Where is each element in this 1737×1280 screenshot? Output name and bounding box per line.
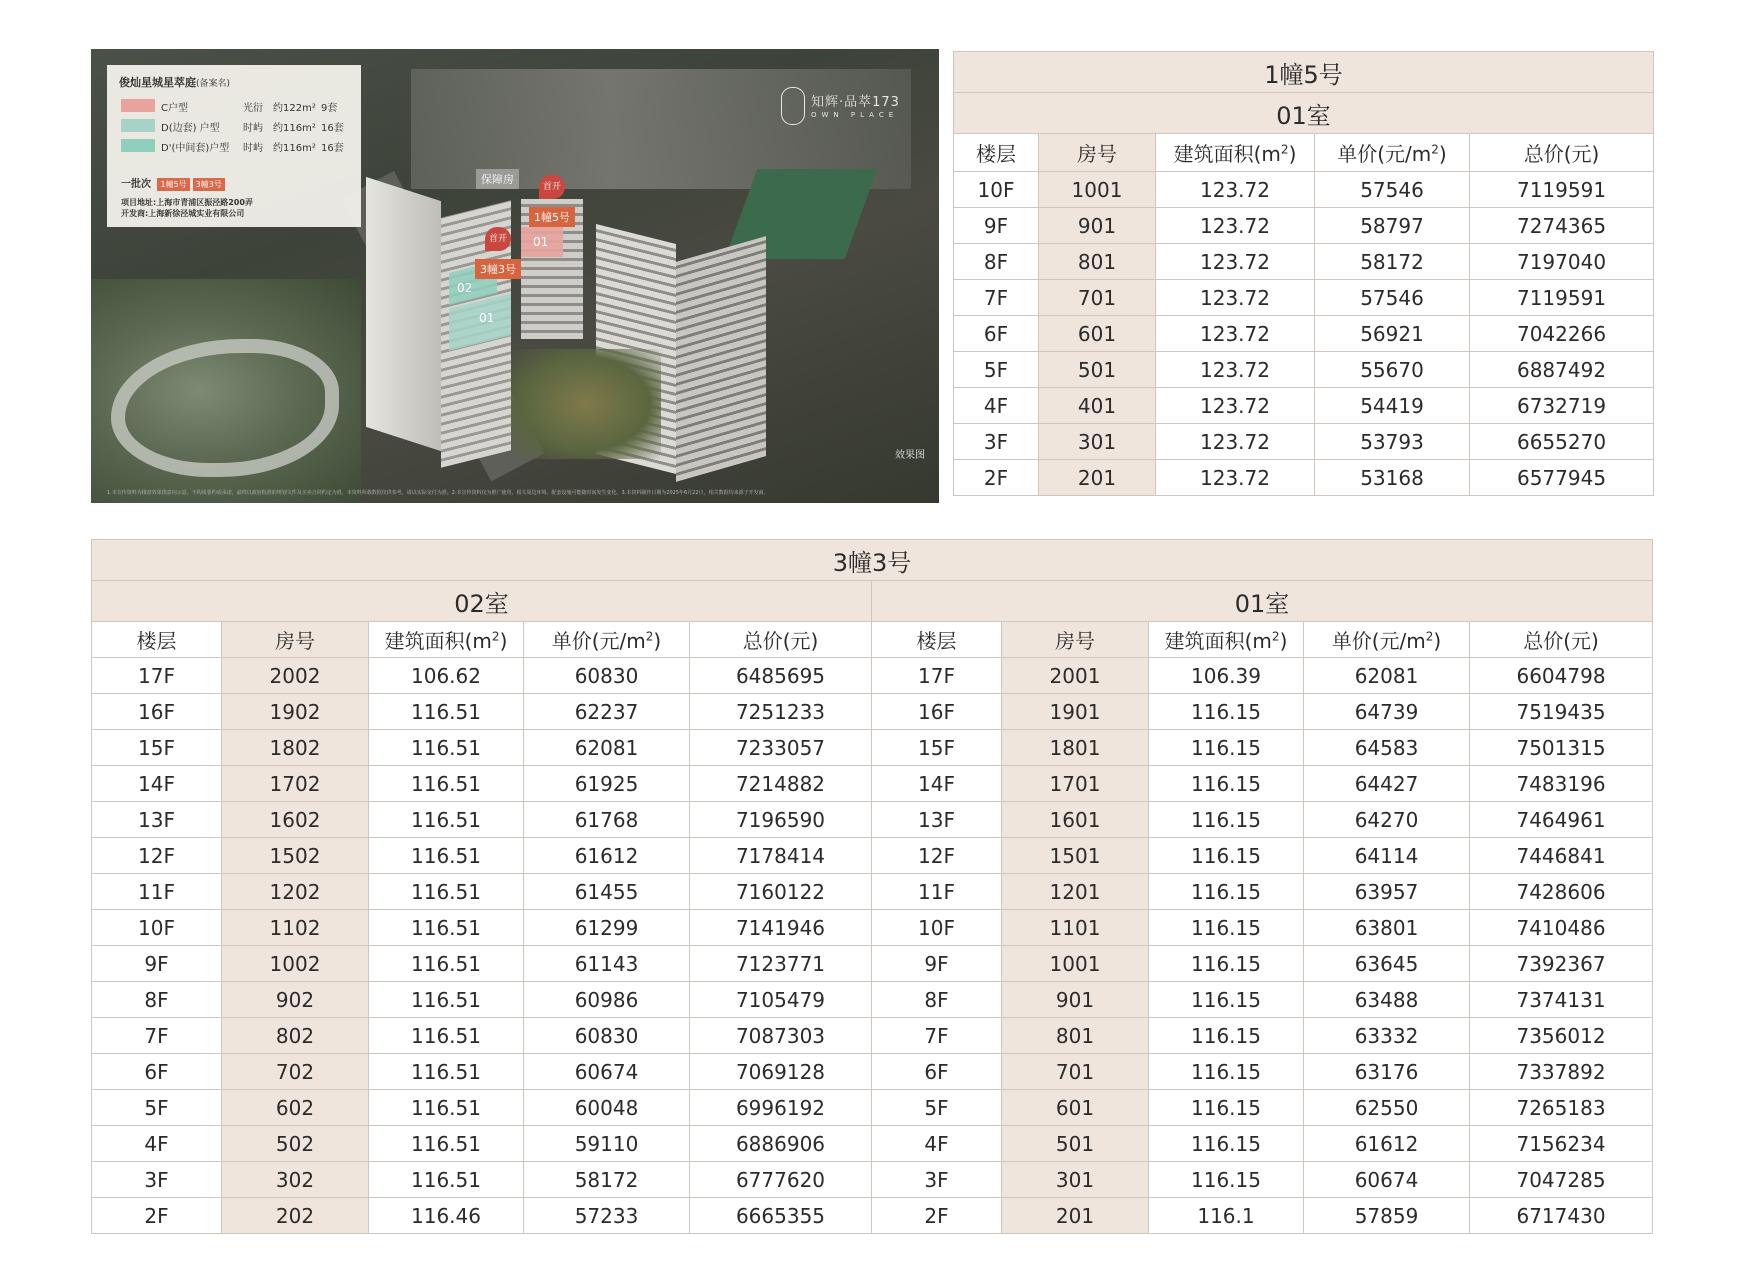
table-cell: 7087303 [690, 1018, 872, 1054]
table-cell: 7356012 [1470, 1018, 1653, 1054]
building-title: 1幢5号 [954, 52, 1654, 93]
table-cell: 5F [92, 1090, 222, 1126]
table-cell: 7105479 [690, 982, 872, 1018]
table-cell: 7123771 [690, 946, 872, 982]
table-row [92, 694, 1653, 730]
legend-row-c: C户型 光衍 约122m² 9套 [121, 97, 353, 113]
table-cell: 11F [872, 874, 1002, 910]
table-cell: 123.72 [1156, 352, 1315, 388]
table-cell: 63957 [1304, 874, 1470, 910]
table-cell: 6732719 [1470, 388, 1654, 424]
table-cell: 1101 [1002, 910, 1149, 946]
table-row [954, 244, 1654, 280]
table-cell: 902 [222, 982, 369, 1018]
col-floor: 楼层 [92, 622, 222, 658]
table-cell: 116.15 [1149, 694, 1304, 730]
table-cell: 7274365 [1470, 208, 1654, 244]
table-cell: 7F [954, 280, 1039, 316]
table-row [92, 1018, 1653, 1054]
table-cell: 61299 [524, 910, 690, 946]
table-cell: 6485695 [690, 658, 872, 694]
table-cell: 6F [92, 1054, 222, 1090]
table-cell: 9F [954, 208, 1039, 244]
legend-card [107, 65, 361, 227]
building-title: 3幢3号 [92, 540, 1653, 581]
table-cell: 601 [1039, 316, 1156, 352]
col-area: 建筑面积$(m^2)$ [1156, 134, 1315, 172]
table-cell: 2F [92, 1198, 222, 1234]
table-cell: 6655270 [1470, 424, 1654, 460]
table-cell: 1702 [222, 766, 369, 802]
brand-logo [781, 87, 921, 127]
table-cell: 7501315 [1470, 730, 1653, 766]
table-cell: 2F [954, 460, 1039, 496]
price-table-building-3 [91, 539, 1653, 1234]
table-cell: 12F [92, 838, 222, 874]
price-table-building-5 [953, 51, 1654, 496]
table-cell: 7160122 [690, 874, 872, 910]
table-cell: 64270 [1304, 802, 1470, 838]
table-cell: 106.62 [369, 658, 524, 694]
table-cell: 116.51 [369, 1162, 524, 1198]
table-row [954, 460, 1654, 496]
table-row [92, 982, 1653, 1018]
table-cell: 62550 [1304, 1090, 1470, 1126]
table-cell: 63332 [1304, 1018, 1470, 1054]
table-cell: 7446841 [1470, 838, 1653, 874]
table-cell: 59110 [524, 1126, 690, 1162]
table-cell: 4F [92, 1126, 222, 1162]
table-cell: 53793 [1315, 424, 1470, 460]
table-cell: 7119591 [1470, 172, 1654, 208]
table-cell: 58797 [1315, 208, 1470, 244]
table-cell: 6F [954, 316, 1039, 352]
table-cell: 17F [92, 658, 222, 694]
table-cell: 7042266 [1470, 316, 1654, 352]
developer: 开发商:上海新徐泾城实业有限公司 [121, 209, 245, 218]
table-row [92, 946, 1653, 982]
table-cell: 8F [954, 244, 1039, 280]
table-cell: 62081 [1304, 658, 1470, 694]
table-cell: 116.51 [369, 1018, 524, 1054]
table-cell: 64739 [1304, 694, 1470, 730]
table-cell: 1801 [1002, 730, 1149, 766]
table-cell: 116.15 [1149, 910, 1304, 946]
table-row [954, 208, 1654, 244]
table-cell: 116.15 [1149, 1090, 1304, 1126]
table-cell: 14F [92, 766, 222, 802]
table-row [92, 802, 1653, 838]
table-cell: 502 [222, 1126, 369, 1162]
table-cell: 7410486 [1470, 910, 1653, 946]
table-cell: 106.39 [1149, 658, 1304, 694]
table-cell: 57546 [1315, 280, 1470, 316]
table-cell: 116.15 [1149, 982, 1304, 1018]
table-cell: 7069128 [690, 1054, 872, 1090]
table-row [92, 910, 1653, 946]
table-cell: 17F [872, 658, 1002, 694]
table-row [92, 1198, 1653, 1234]
table-cell: 123.72 [1156, 244, 1315, 280]
table-cell: 116.15 [1149, 766, 1304, 802]
pin-building-3: 3幢3号 [475, 259, 521, 279]
table-cell: 10F [92, 910, 222, 946]
table-cell: 64114 [1304, 838, 1470, 874]
table-cell: 7233057 [690, 730, 872, 766]
table-cell: 7374131 [1470, 982, 1653, 1018]
table-cell: 15F [92, 730, 222, 766]
table-cell: 12F [872, 838, 1002, 874]
table-cell: 116.46 [369, 1198, 524, 1234]
table-cell: 1002 [222, 946, 369, 982]
table-cell: 2002 [222, 658, 369, 694]
table-cell: 61612 [524, 838, 690, 874]
right-tower-face [676, 236, 766, 482]
table-cell: 116.15 [1149, 802, 1304, 838]
table-cell: 63645 [1304, 946, 1470, 982]
table-cell: 116.51 [369, 766, 524, 802]
table-cell: 1202 [222, 874, 369, 910]
table-cell: 7196590 [690, 802, 872, 838]
table-cell: 13F [92, 802, 222, 838]
table-row [954, 388, 1654, 424]
room-title: 01室 [954, 93, 1654, 134]
table-cell: 13F [872, 802, 1002, 838]
table-cell: 64427 [1304, 766, 1470, 802]
table-cell: 56921 [1315, 316, 1470, 352]
table-cell: 61768 [524, 802, 690, 838]
effect-label: 效果图 [895, 450, 925, 461]
table-cell: 601 [1002, 1090, 1149, 1126]
table-cell: 60830 [524, 1018, 690, 1054]
table-cell: 7119591 [1470, 280, 1654, 316]
table-cell: 116.1 [1149, 1198, 1304, 1234]
room-title-right: 01室 [872, 581, 1653, 622]
table-cell: 63488 [1304, 982, 1470, 1018]
table-cell: 62237 [524, 694, 690, 730]
table-row [92, 730, 1653, 766]
table-cell: 116.15 [1149, 1126, 1304, 1162]
table-row [92, 838, 1653, 874]
table-cell: 1601 [1002, 802, 1149, 838]
project-name: 俊灿星城星萃庭(备案名) [119, 76, 231, 89]
table-cell: 6887492 [1470, 352, 1654, 388]
table-cell: 1001 [1039, 172, 1156, 208]
batch-tag: 1幢5号 [157, 178, 189, 191]
table-cell: 1102 [222, 910, 369, 946]
brand-mark-icon [781, 87, 805, 125]
col-area: 建筑面积$(m^2)$ [1149, 622, 1304, 658]
table-cell: 401 [1039, 388, 1156, 424]
col-room-no: 房号 [222, 622, 369, 658]
table-row [92, 1162, 1653, 1198]
table-cell: 10F [872, 910, 1002, 946]
col-unit-price: 单价(元$/m^2$) [1315, 134, 1470, 172]
table-cell: 302 [222, 1162, 369, 1198]
table-cell: 7519435 [1470, 694, 1653, 730]
batch-tag: 3幢3号 [193, 178, 225, 191]
unit-01-building-5: 01 [533, 235, 549, 249]
table-cell: 7F [872, 1018, 1002, 1054]
table-cell: 1201 [1002, 874, 1149, 910]
table-cell: 202 [222, 1198, 369, 1234]
table-cell: 123.72 [1156, 316, 1315, 352]
batch-info: 一批次 1幢5号 3幢3号 [121, 175, 225, 191]
table-cell: 801 [1002, 1018, 1149, 1054]
table-cell: 7337892 [1470, 1054, 1653, 1090]
table-cell: 6F [872, 1054, 1002, 1090]
table-cell: 7141946 [690, 910, 872, 946]
table-cell: 116.51 [369, 874, 524, 910]
pin-first-open-5: 首开 [539, 175, 565, 199]
table-cell: 901 [1002, 982, 1149, 1018]
table-row [92, 1126, 1653, 1162]
table-cell: 123.72 [1156, 172, 1315, 208]
table-cell: 602 [222, 1090, 369, 1126]
table-cell: 60830 [524, 658, 690, 694]
col-total-price: 总价(元) [1470, 622, 1653, 658]
table-row [92, 874, 1653, 910]
table-cell: 6886906 [690, 1126, 872, 1162]
table-cell: 54419 [1315, 388, 1470, 424]
col-total-price: 总价(元) [690, 622, 872, 658]
table-cell: 116.51 [369, 910, 524, 946]
garden [511, 349, 661, 459]
table-row [92, 658, 1653, 694]
table-cell: 7265183 [1470, 1090, 1653, 1126]
table-cell: 6777620 [690, 1162, 872, 1198]
table-row [954, 352, 1654, 388]
table-cell: 2001 [1002, 658, 1149, 694]
table-cell: 116.15 [1149, 838, 1304, 874]
table-cell: 116.51 [369, 1054, 524, 1090]
table-cell: 55670 [1315, 352, 1470, 388]
table-cell: 1701 [1002, 766, 1149, 802]
col-unit-price: 单价(元$/m^2$) [1304, 622, 1470, 658]
table-cell: 116.15 [1149, 730, 1304, 766]
table-cell: 9F [92, 946, 222, 982]
table-cell: 116.51 [369, 838, 524, 874]
table-cell: 501 [1002, 1126, 1149, 1162]
table-cell: 58172 [1315, 244, 1470, 280]
table-cell: 501 [1039, 352, 1156, 388]
table-cell: 201 [1002, 1198, 1149, 1234]
table-cell: 1902 [222, 694, 369, 730]
col-room-no: 房号 [1002, 622, 1149, 658]
table-cell: 116.51 [369, 694, 524, 730]
table-cell: 5F [872, 1090, 1002, 1126]
table-cell: 7428606 [1470, 874, 1653, 910]
table-cell: 301 [1002, 1162, 1149, 1198]
table-cell: 7483196 [1470, 766, 1653, 802]
col-floor: 楼层 [954, 134, 1039, 172]
table-cell: 63176 [1304, 1054, 1470, 1090]
room-title-left: 02室 [92, 581, 872, 622]
table-cell: 6996192 [690, 1090, 872, 1126]
table-row [92, 1054, 1653, 1090]
brand-sub: OWN PLACE [811, 111, 899, 119]
address-block [121, 197, 253, 219]
legend-row-d-edge: D(边套) 户型 时屿 约116m² 16套 [121, 117, 353, 133]
table-cell: 61455 [524, 874, 690, 910]
table-cell: 116.15 [1149, 946, 1304, 982]
table-cell: 61143 [524, 946, 690, 982]
table-cell: 61612 [1304, 1126, 1470, 1162]
table-cell: 4F [872, 1126, 1002, 1162]
table-cell: 60674 [1304, 1162, 1470, 1198]
table-cell: 1901 [1002, 694, 1149, 730]
table-cell: 116.15 [1149, 874, 1304, 910]
table-cell: 60986 [524, 982, 690, 1018]
table-row [954, 280, 1654, 316]
table-cell: 7214882 [690, 766, 872, 802]
table-cell: 6577945 [1470, 460, 1654, 496]
table-row [954, 316, 1654, 352]
building-3-tower [366, 177, 441, 451]
table-cell: 6717430 [1470, 1198, 1653, 1234]
table-row [954, 424, 1654, 460]
table-cell: 123.72 [1156, 208, 1315, 244]
table-cell: 16F [872, 694, 1002, 730]
table-cell: 57546 [1315, 172, 1470, 208]
table-cell: 801 [1039, 244, 1156, 280]
legend-swatch [121, 99, 155, 112]
unit-02: 02 [457, 281, 473, 295]
table-cell: 116.15 [1149, 1162, 1304, 1198]
table-cell: 4F [954, 388, 1039, 424]
table-cell: 10F [954, 172, 1039, 208]
table-cell: 116.51 [369, 802, 524, 838]
table-cell: 15F [872, 730, 1002, 766]
table-row [92, 1090, 1653, 1126]
table-cell: 301 [1039, 424, 1156, 460]
table-cell: 701 [1039, 280, 1156, 316]
table-cell: 57859 [1304, 1198, 1470, 1234]
table-row [954, 172, 1654, 208]
table-cell: 1501 [1002, 838, 1149, 874]
table-cell: 11F [92, 874, 222, 910]
table-cell: 116.51 [369, 730, 524, 766]
legend-swatch [121, 119, 155, 132]
table-cell: 8F [92, 982, 222, 1018]
table-cell: 8F [872, 982, 1002, 1018]
col-room-no: 房号 [1039, 134, 1156, 172]
pin-building-5: 1幢5号 [529, 207, 575, 227]
unit-01: 01 [479, 311, 495, 325]
col-total-price: 总价(元) [1470, 134, 1654, 172]
table-cell: 116.51 [369, 1126, 524, 1162]
table-cell: 60048 [524, 1090, 690, 1126]
table-cell: 60674 [524, 1054, 690, 1090]
col-unit-price: 单价(元$/m^2$) [524, 622, 690, 658]
table-cell: 701 [1002, 1054, 1149, 1090]
table-cell: 14F [872, 766, 1002, 802]
table-cell: 7464961 [1470, 802, 1653, 838]
col-area: 建筑面积$(m^2)$ [369, 622, 524, 658]
table-cell: 802 [222, 1018, 369, 1054]
table-row [92, 766, 1653, 802]
table-cell: 6665355 [690, 1198, 872, 1234]
table-cell: 116.51 [369, 1090, 524, 1126]
table-cell: 123.72 [1156, 424, 1315, 460]
table-cell: 6604798 [1470, 658, 1653, 694]
table-cell: 7F [92, 1018, 222, 1054]
disclaimer: 1.本宣传资料为楼盘效果图意向示意，不构成要约或承诺，最终以政府批准的规划文件及买卖合同约定为准，本资料所载数据仅供参考，请以实际交付为准。2.本宣传资料仅为推广使用，相关周边环境、配套设施可能随时间发生变化。3.本资料制作日期为2025年6月22日，相关数据均来源于开发商。 [107, 490, 769, 496]
address: 项目地址:上海市青浦区振泾路200弄 [121, 198, 253, 207]
table-cell: 3F [954, 424, 1039, 460]
table-cell: 62081 [524, 730, 690, 766]
table-cell: 116.15 [1149, 1018, 1304, 1054]
table-cell: 7251233 [690, 694, 872, 730]
legend-row-d-middle: D'(中间套)户型 时屿 约116m² 16套 [121, 137, 353, 153]
table-cell: 7047285 [1470, 1162, 1653, 1198]
table-cell: 58172 [524, 1162, 690, 1198]
table-cell: 16F [92, 694, 222, 730]
pin-affordable-housing: 保障房 [476, 169, 519, 189]
table-cell: 7197040 [1470, 244, 1654, 280]
table-cell: 901 [1039, 208, 1156, 244]
table-cell: 201 [1039, 460, 1156, 496]
table-cell: 5F [954, 352, 1039, 388]
table-cell: 116.51 [369, 982, 524, 1018]
table-cell: 9F [872, 946, 1002, 982]
aerial-rendering [91, 49, 939, 503]
table-cell: 7392367 [1470, 946, 1653, 982]
table-cell: 61925 [524, 766, 690, 802]
table-cell: 1001 [1002, 946, 1149, 982]
table-cell: 3F [92, 1162, 222, 1198]
table-cell: 1502 [222, 838, 369, 874]
legend-swatch [121, 139, 155, 152]
table-cell: 1802 [222, 730, 369, 766]
table-cell: 64583 [1304, 730, 1470, 766]
table-cell: 7156234 [1470, 1126, 1653, 1162]
table-cell: 57233 [524, 1198, 690, 1234]
table-cell: 116.51 [369, 946, 524, 982]
table-cell: 123.72 [1156, 280, 1315, 316]
table-cell: 116.15 [1149, 1054, 1304, 1090]
table-cell: 702 [222, 1054, 369, 1090]
table-cell: 3F [872, 1162, 1002, 1198]
pin-first-open-3: 首开 [485, 227, 511, 251]
table-cell: 53168 [1315, 460, 1470, 496]
table-cell: 63801 [1304, 910, 1470, 946]
col-floor: 楼层 [872, 622, 1002, 658]
brand-name: 知辉·品萃173 [811, 95, 900, 110]
table-cell: 123.72 [1156, 460, 1315, 496]
table-cell: 7178414 [690, 838, 872, 874]
table-cell: 123.72 [1156, 388, 1315, 424]
table-cell: 2F [872, 1198, 1002, 1234]
table-cell: 1602 [222, 802, 369, 838]
